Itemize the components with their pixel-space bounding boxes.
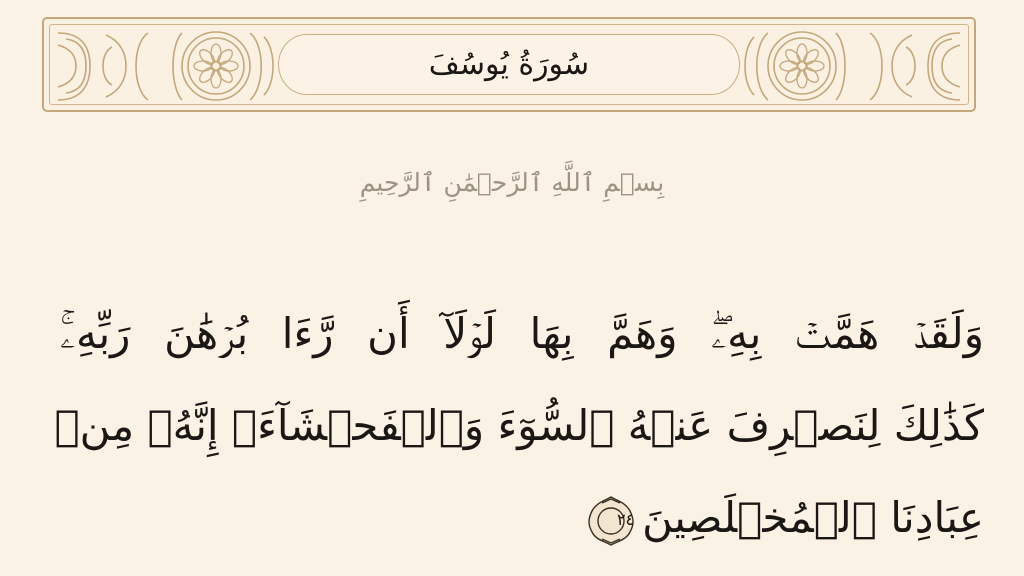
left-ornament-icon bbox=[50, 25, 280, 108]
surah-title-panel bbox=[278, 34, 740, 95]
verse-line-1: وَلَقَدۡ هَمَّتۡ بِهِۦۖ وَهَمَّ بِهَا لَوۡلَآ أَن رَّءَا بُرۡهَٰنَ رَبِّهِۦۚ bbox=[60, 309, 984, 358]
verse-text bbox=[54, 288, 984, 564]
verse-line-2: كَذَٰلِكَ لِنَصۡرِفَ عَنۡهُ ٱلسُّوٓءَ وَٱلۡفَحۡشَآءَۚ إِنَّهُۥ مِنۡ bbox=[54, 401, 984, 450]
ayah-marker bbox=[588, 495, 634, 547]
right-ornament-icon bbox=[738, 25, 968, 108]
surah-title: سُورَةُ يُوسُفَ bbox=[428, 46, 590, 82]
verse-line-3 bbox=[60, 472, 984, 564]
basmala: بِسۡمِ ٱللَّهِ ٱلرَّحۡمَٰنِ ٱلرَّحِيمِ bbox=[359, 168, 665, 197]
verse-line-3-text: عِبَادِنَا ٱلۡمُخۡلَصِينَ bbox=[642, 493, 984, 542]
surah-header-frame bbox=[42, 17, 976, 112]
surah-header-inner-border bbox=[49, 24, 969, 105]
ayah-number: ٢٤ bbox=[616, 509, 635, 529]
